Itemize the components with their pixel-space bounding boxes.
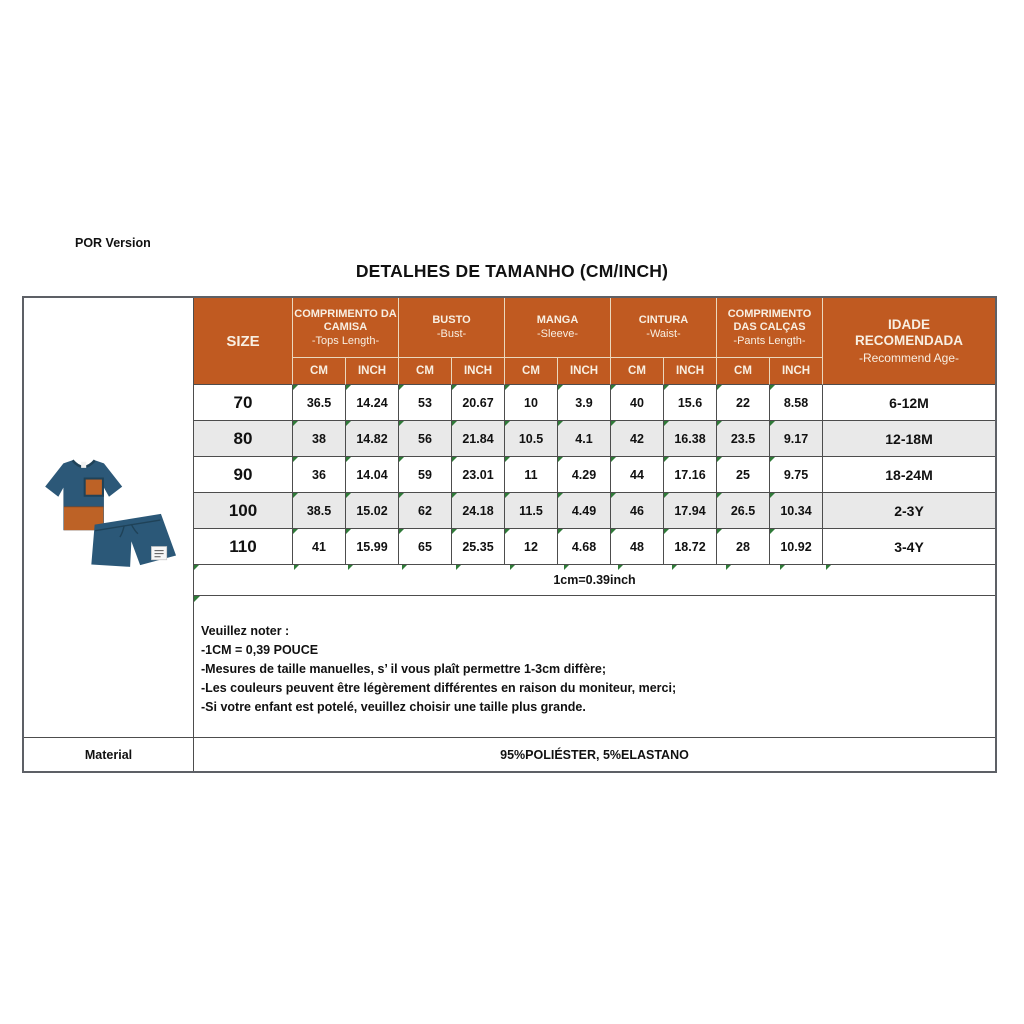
material-row [24, 738, 995, 771]
note-line: -Si votre enfant est potelé, veuillez choisir une taille plus grande. [201, 700, 586, 714]
page-title: DETALHES DE TAMANHO (CM/INCH) [355, 261, 669, 281]
value-cell: 3.9 [558, 385, 611, 421]
value-cell: 9.17 [770, 421, 823, 457]
cell-indicator-icon [564, 565, 569, 570]
value-cell: 10.34 [770, 493, 823, 529]
value-cell: 24.18 [452, 493, 505, 529]
value-cell: 28 [717, 529, 770, 565]
unit-header-cm: CM [717, 358, 770, 385]
value-cell: 23.5 [717, 421, 770, 457]
age-header-title: IDADE RECOMENDADA [855, 317, 963, 348]
cell-indicator-icon [780, 565, 785, 570]
value-cell: 4.29 [558, 457, 611, 493]
value-cell: 10.5 [505, 421, 558, 457]
group-name: MANGA [536, 314, 579, 326]
group-subtitle: -Pants Length- [733, 334, 806, 347]
size-cell: 70 [194, 385, 293, 421]
notes-cell [194, 596, 995, 738]
age-cell: 18-24M [823, 457, 995, 493]
cell-indicator-icon [456, 565, 461, 570]
value-cell: 44 [611, 457, 664, 493]
unit-header-cm: CM [293, 358, 346, 385]
cell-indicator-icon [294, 565, 299, 570]
value-cell: 15.6 [664, 385, 717, 421]
column-header-pants-length [717, 298, 823, 358]
value-cell: 16.38 [664, 421, 717, 457]
value-cell: 22 [717, 385, 770, 421]
group-subtitle: -Waist- [646, 328, 681, 340]
value-cell: 12 [505, 529, 558, 565]
value-cell: 21.84 [452, 421, 505, 457]
value-cell: 38 [293, 421, 346, 457]
value-cell: 15.02 [346, 493, 399, 529]
value-cell: 20.67 [452, 385, 505, 421]
group-name: COMPRIMENTO DAS CALÇAS [727, 307, 812, 333]
value-cell: 4.68 [558, 529, 611, 565]
unit-header-inch: INCH [770, 358, 823, 385]
product-photo [33, 439, 185, 591]
column-header-size: SIZE [194, 298, 293, 385]
tshirt-graphic [45, 460, 122, 530]
value-cell: 26.5 [717, 493, 770, 529]
value-cell: 36 [293, 457, 346, 493]
version-label: POR Version [75, 236, 151, 250]
cell-indicator-icon [618, 565, 623, 570]
group-subtitle: -Bust- [436, 328, 467, 340]
value-cell: 40 [611, 385, 664, 421]
size-cell: 100 [194, 493, 293, 529]
value-cell: 62 [399, 493, 452, 529]
age-header-subtitle: -Recommend Age- [858, 351, 960, 365]
value-cell: 17.94 [664, 493, 717, 529]
conversion-note: 1cm=0.39inch [553, 573, 636, 587]
group-name: BUSTO [432, 314, 471, 326]
value-cell: 11.5 [505, 493, 558, 529]
cell-indicator-icon [348, 565, 353, 570]
value-cell: 15.99 [346, 529, 399, 565]
age-cell: 2-3Y [823, 493, 995, 529]
value-cell: 65 [399, 529, 452, 565]
size-chart-table [22, 296, 997, 773]
value-cell: 14.24 [346, 385, 399, 421]
column-header-sleeve [505, 298, 611, 358]
unit-header-cm: CM [399, 358, 452, 385]
value-cell: 25.35 [452, 529, 505, 565]
value-cell: 38.5 [293, 493, 346, 529]
note-line: -Mesures de taille manuelles, s’ il vous plaît permettre 1-3cm diffère; [201, 662, 607, 676]
value-cell: 10 [505, 385, 558, 421]
value-cell: 17.16 [664, 457, 717, 493]
value-cell: 14.04 [346, 457, 399, 493]
cell-indicator-icon [402, 565, 407, 570]
value-cell: 11 [505, 457, 558, 493]
value-cell: 36.5 [293, 385, 346, 421]
value-cell: 41 [293, 529, 346, 565]
unit-header-inch: INCH [664, 358, 717, 385]
value-cell: 42 [611, 421, 664, 457]
unit-header-cm: CM [611, 358, 664, 385]
value-cell: 10.92 [770, 529, 823, 565]
cell-indicator-icon [726, 565, 731, 570]
material-label: Material [24, 738, 194, 771]
product-photo-cell [24, 298, 194, 738]
note-line: -1CM = 0,39 POUCE [201, 643, 319, 657]
conversion-note-cell [194, 565, 995, 596]
group-subtitle: -Sleeve- [537, 328, 578, 340]
size-cell: 110 [194, 529, 293, 565]
value-cell: 56 [399, 421, 452, 457]
unit-header-inch: INCH [346, 358, 399, 385]
group-subtitle: -Tops Length- [311, 334, 380, 347]
size-cell: 80 [194, 421, 293, 457]
value-cell: 14.82 [346, 421, 399, 457]
value-cell: 53 [399, 385, 452, 421]
age-cell: 12-18M [823, 421, 995, 457]
value-cell: 9.75 [770, 457, 823, 493]
cell-indicator-icon [194, 565, 199, 570]
cell-indicator-icon [672, 565, 677, 570]
group-name: COMPRIMENTO DA CAMISA [294, 307, 397, 333]
size-cell: 90 [194, 457, 293, 493]
unit-header-inch: INCH [452, 358, 505, 385]
column-header-waist [611, 298, 717, 358]
unit-header-inch: INCH [558, 358, 611, 385]
notes-title: Veuillez noter : [201, 624, 290, 638]
material-value: 95%POLIÉSTER, 5%ELASTANO [500, 747, 689, 762]
value-cell: 8.58 [770, 385, 823, 421]
age-cell: 3-4Y [823, 529, 995, 565]
value-cell: 59 [399, 457, 452, 493]
column-header-recommended-age [823, 298, 995, 385]
value-cell: 4.1 [558, 421, 611, 457]
value-cell: 25 [717, 457, 770, 493]
cell-indicator-icon [826, 565, 831, 570]
value-cell: 46 [611, 493, 664, 529]
value-cell: 23.01 [452, 457, 505, 493]
value-cell: 18.72 [664, 529, 717, 565]
value-cell: 4.49 [558, 493, 611, 529]
value-cell: 48 [611, 529, 664, 565]
note-line: -Les couleurs peuvent être légèrement différentes en raison du moniteur, merci; [201, 681, 677, 695]
group-name: CINTURA [638, 314, 689, 326]
unit-header-cm: CM [505, 358, 558, 385]
column-header-bust [399, 298, 505, 358]
column-header-tops-length [293, 298, 399, 358]
age-cell: 6-12M [823, 385, 995, 421]
cell-indicator-icon [510, 565, 515, 570]
